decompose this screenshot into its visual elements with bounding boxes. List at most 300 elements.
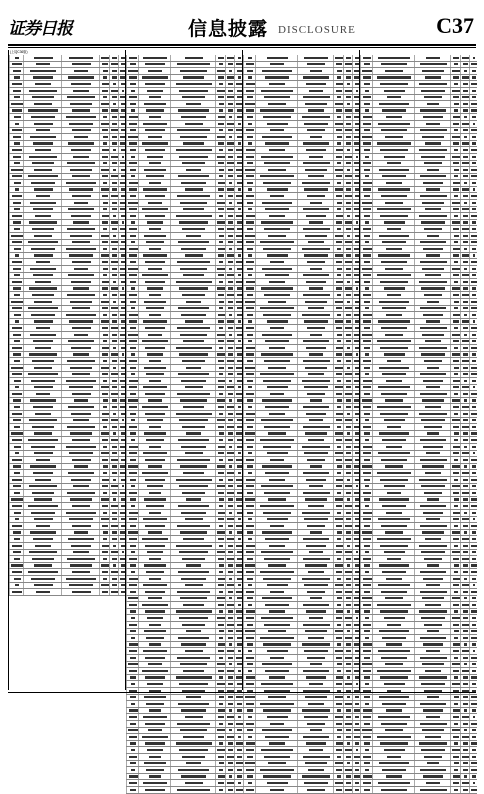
table-cell xyxy=(9,358,24,364)
text-line xyxy=(472,162,476,164)
text-line xyxy=(66,116,96,118)
table-cell xyxy=(255,312,298,318)
text-line xyxy=(356,749,359,751)
table-cell xyxy=(297,543,334,549)
table-cell xyxy=(414,339,451,345)
table-cell xyxy=(414,88,451,94)
text-line xyxy=(180,729,207,731)
table-cell xyxy=(170,721,216,727)
table-row xyxy=(360,517,477,524)
text-line xyxy=(304,518,327,520)
text-line xyxy=(177,459,211,461)
table-row xyxy=(126,385,243,392)
text-line xyxy=(238,604,242,606)
text-line xyxy=(181,709,206,711)
table-cell xyxy=(255,114,298,120)
text-line xyxy=(462,452,468,454)
table-cell xyxy=(170,655,216,661)
table-cell xyxy=(170,648,216,654)
table-cell xyxy=(23,266,62,272)
text-line xyxy=(102,485,108,487)
text-line xyxy=(265,604,288,606)
text-line xyxy=(111,221,117,223)
text-line xyxy=(379,498,408,500)
table-cell xyxy=(61,306,100,312)
text-line xyxy=(101,301,109,303)
text-line xyxy=(346,208,351,210)
table-cell xyxy=(414,404,451,410)
table-cell xyxy=(297,378,334,384)
text-line xyxy=(129,578,138,580)
text-line xyxy=(178,109,210,111)
text-line xyxy=(452,90,460,92)
table-cell xyxy=(297,246,334,252)
text-line xyxy=(337,334,342,336)
table-cell xyxy=(138,734,171,740)
text-line xyxy=(453,512,460,514)
text-line xyxy=(260,241,294,243)
text-line xyxy=(68,274,95,276)
table-cell xyxy=(372,352,415,358)
table-cell xyxy=(297,306,334,312)
table-row xyxy=(126,728,243,735)
text-line xyxy=(131,683,135,685)
text-line xyxy=(145,63,164,65)
table-cell xyxy=(9,266,24,272)
table-cell xyxy=(297,55,334,61)
table-row xyxy=(360,345,477,352)
table-row xyxy=(126,681,243,688)
text-line xyxy=(337,446,342,448)
table-cell xyxy=(469,62,478,68)
text-line xyxy=(464,465,468,467)
text-line xyxy=(176,149,212,151)
text-line xyxy=(262,465,291,467)
text-line xyxy=(181,116,206,118)
text-line xyxy=(346,228,351,230)
text-line xyxy=(129,386,136,388)
text-line xyxy=(347,432,351,434)
text-line xyxy=(112,558,117,560)
text-line xyxy=(130,413,136,415)
table-row xyxy=(9,437,126,444)
text-line xyxy=(261,287,293,289)
text-line xyxy=(35,545,50,547)
table-cell xyxy=(23,108,62,114)
text-line xyxy=(422,202,444,204)
text-line xyxy=(267,320,288,322)
text-line xyxy=(129,446,138,448)
text-line xyxy=(248,208,253,210)
table-cell xyxy=(138,372,171,378)
table-cell xyxy=(469,154,478,160)
table-row xyxy=(9,81,126,88)
table-cell xyxy=(138,68,171,74)
text-line xyxy=(103,446,108,448)
text-line xyxy=(306,742,326,744)
table-cell xyxy=(255,583,298,589)
text-line xyxy=(130,696,137,698)
text-line xyxy=(129,340,137,342)
table-row xyxy=(126,563,243,570)
table-cell xyxy=(469,365,478,371)
text-line xyxy=(111,261,118,263)
text-line xyxy=(454,103,459,105)
text-line xyxy=(463,287,467,289)
table-cell xyxy=(9,253,24,259)
text-line xyxy=(112,314,117,316)
text-line xyxy=(143,650,167,652)
text-line xyxy=(307,327,325,329)
text-line xyxy=(11,103,22,105)
table-cell xyxy=(170,464,216,470)
text-line xyxy=(363,320,370,322)
text-line xyxy=(336,353,342,355)
table-cell xyxy=(23,81,62,87)
text-line xyxy=(386,512,403,514)
table-cell xyxy=(255,101,298,107)
text-line xyxy=(130,235,137,237)
table-cell xyxy=(255,378,298,384)
text-line xyxy=(219,479,224,481)
text-line xyxy=(70,367,93,369)
text-line xyxy=(426,518,440,520)
table-cell xyxy=(255,200,298,206)
table-cell xyxy=(61,128,100,134)
text-line xyxy=(377,274,411,276)
text-line xyxy=(302,446,331,448)
table-cell xyxy=(255,754,298,760)
text-line xyxy=(463,432,469,434)
table-row xyxy=(243,95,360,102)
text-line xyxy=(143,320,167,322)
text-line xyxy=(101,386,109,388)
text-line xyxy=(178,703,210,705)
table-cell xyxy=(61,226,100,232)
table-cell xyxy=(469,114,478,120)
text-line xyxy=(228,347,233,349)
text-line xyxy=(218,512,225,514)
table-cell xyxy=(61,444,100,450)
text-line xyxy=(261,485,293,487)
text-line xyxy=(74,70,87,72)
table-cell xyxy=(138,728,171,734)
text-line xyxy=(304,716,327,718)
text-line xyxy=(269,281,286,283)
text-line xyxy=(102,109,108,111)
text-line xyxy=(462,123,468,125)
text-line xyxy=(228,630,234,632)
table-cell xyxy=(414,345,451,351)
text-line xyxy=(337,597,342,599)
text-line xyxy=(103,294,107,296)
text-line xyxy=(247,663,254,665)
table-row xyxy=(360,536,477,543)
text-line xyxy=(336,505,342,507)
text-line xyxy=(28,175,58,177)
text-line xyxy=(346,294,351,296)
text-line xyxy=(149,116,162,118)
text-line xyxy=(304,782,327,784)
text-line xyxy=(144,169,166,171)
table-cell xyxy=(9,147,24,153)
text-line xyxy=(149,446,162,448)
text-line xyxy=(305,169,327,171)
table-cell xyxy=(255,464,298,470)
text-line xyxy=(420,109,445,111)
text-line xyxy=(182,426,205,428)
text-line xyxy=(31,380,56,382)
table-row xyxy=(360,556,477,563)
text-line xyxy=(102,90,108,92)
table-cell xyxy=(414,55,451,61)
text-line xyxy=(227,340,234,342)
text-line xyxy=(347,235,351,237)
table-cell xyxy=(170,220,216,226)
text-line xyxy=(15,320,20,322)
text-line xyxy=(337,729,342,731)
text-line xyxy=(113,545,116,547)
text-line xyxy=(453,188,459,190)
text-line xyxy=(246,195,254,197)
text-line xyxy=(34,432,51,434)
table-cell xyxy=(9,88,24,94)
table-cell xyxy=(61,187,100,193)
table-cell xyxy=(23,167,62,173)
text-line xyxy=(228,215,233,217)
table-cell xyxy=(138,787,171,793)
text-line xyxy=(12,63,22,65)
text-line xyxy=(238,782,241,784)
text-line xyxy=(12,175,21,177)
text-line xyxy=(336,657,343,659)
table-cell xyxy=(255,484,298,490)
table-cell xyxy=(255,576,298,582)
text-line xyxy=(74,202,87,204)
text-line xyxy=(217,268,225,270)
table-row xyxy=(126,536,243,543)
table-cell xyxy=(297,193,334,199)
table-cell xyxy=(255,451,298,457)
text-line xyxy=(302,643,331,645)
table-cell xyxy=(255,154,298,160)
text-line xyxy=(335,650,343,652)
table-row xyxy=(126,708,243,715)
table-cell xyxy=(372,114,415,120)
table-cell xyxy=(372,167,415,173)
text-line xyxy=(346,597,352,599)
table-cell xyxy=(372,424,415,430)
table-cell xyxy=(414,319,451,325)
text-line xyxy=(453,123,459,125)
text-line xyxy=(247,729,254,731)
text-line xyxy=(129,162,137,164)
table-row xyxy=(126,391,243,398)
text-line xyxy=(306,281,326,283)
table-cell xyxy=(469,200,478,206)
text-line xyxy=(363,188,370,190)
text-line xyxy=(217,70,225,72)
text-line xyxy=(148,531,162,533)
text-line xyxy=(346,334,352,336)
table-row xyxy=(360,352,477,359)
table-cell xyxy=(297,787,334,793)
table-cell xyxy=(61,424,100,430)
text-line xyxy=(387,228,402,230)
text-line xyxy=(183,208,203,210)
text-line xyxy=(472,116,476,118)
table-row xyxy=(360,530,477,537)
text-line xyxy=(463,353,467,355)
table-cell xyxy=(61,273,100,279)
table-cell xyxy=(138,141,171,147)
table-cell xyxy=(9,81,24,87)
text-line xyxy=(185,716,203,718)
text-line xyxy=(147,156,163,158)
table-cell xyxy=(414,503,451,509)
text-line xyxy=(144,696,166,698)
table-cell xyxy=(23,259,62,265)
text-line xyxy=(453,452,459,454)
table-cell xyxy=(170,233,216,239)
text-line xyxy=(364,367,371,369)
disclosure-column-2 xyxy=(125,50,243,690)
table-row xyxy=(126,477,243,484)
text-line xyxy=(12,571,21,573)
text-line xyxy=(112,274,117,276)
text-line xyxy=(337,736,341,738)
text-line xyxy=(305,762,327,764)
text-line xyxy=(68,538,95,540)
text-line xyxy=(247,558,252,560)
text-line xyxy=(113,281,116,283)
text-line xyxy=(364,525,369,527)
table-cell xyxy=(9,339,24,345)
text-line xyxy=(472,90,477,92)
table-cell xyxy=(138,352,171,358)
text-line xyxy=(219,703,223,705)
text-line xyxy=(463,367,469,369)
text-line xyxy=(228,696,234,698)
text-line xyxy=(217,334,225,336)
text-line xyxy=(73,287,88,289)
text-line xyxy=(355,762,359,764)
text-line xyxy=(246,742,255,744)
table-cell xyxy=(297,259,334,265)
table-cell xyxy=(138,378,171,384)
table-row xyxy=(9,517,126,524)
table-cell xyxy=(138,128,171,134)
text-line xyxy=(70,169,93,171)
table-cell xyxy=(414,286,451,292)
text-line xyxy=(13,136,21,138)
text-line xyxy=(149,643,162,645)
text-line xyxy=(111,525,118,527)
text-line xyxy=(228,683,232,685)
table-cell xyxy=(372,121,415,127)
text-line xyxy=(345,109,352,111)
table-cell xyxy=(297,431,334,437)
text-line xyxy=(304,254,327,256)
text-line xyxy=(68,472,95,474)
text-line xyxy=(377,538,411,540)
text-line xyxy=(378,123,410,125)
text-line xyxy=(30,399,57,401)
text-line xyxy=(12,373,21,375)
text-line xyxy=(219,307,223,309)
table-cell xyxy=(372,563,415,569)
text-line xyxy=(227,188,233,190)
table-cell xyxy=(255,88,298,94)
text-line xyxy=(305,432,327,434)
table-row xyxy=(126,75,243,82)
table-cell xyxy=(469,536,478,542)
table-cell xyxy=(255,662,298,668)
text-line xyxy=(102,281,109,283)
text-line xyxy=(228,564,234,566)
text-line xyxy=(385,268,404,270)
table-row xyxy=(243,510,360,517)
text-line xyxy=(113,149,116,151)
text-line xyxy=(14,472,20,474)
text-line xyxy=(228,749,232,751)
text-line xyxy=(101,320,109,322)
text-line xyxy=(267,188,288,190)
table-cell xyxy=(372,404,415,410)
text-line xyxy=(472,340,475,342)
table-cell xyxy=(255,635,298,641)
text-line xyxy=(337,202,342,204)
text-line xyxy=(238,538,242,540)
text-line xyxy=(219,195,223,197)
text-line xyxy=(238,340,242,342)
text-line xyxy=(347,676,350,678)
text-line xyxy=(185,254,203,256)
table-cell xyxy=(9,391,24,397)
text-line xyxy=(304,188,327,190)
table-cell xyxy=(414,352,451,358)
table-cell xyxy=(138,220,171,226)
text-line xyxy=(452,70,460,72)
text-line xyxy=(247,182,253,184)
text-line xyxy=(362,70,372,72)
text-line xyxy=(346,360,351,362)
table-cell xyxy=(170,398,216,404)
text-line xyxy=(426,254,440,256)
text-line xyxy=(463,479,468,481)
text-line xyxy=(102,505,108,507)
text-line xyxy=(302,116,331,118)
table-cell xyxy=(297,233,334,239)
table-row xyxy=(360,134,477,141)
text-line xyxy=(130,301,137,303)
text-line xyxy=(145,479,166,481)
text-line xyxy=(31,182,56,184)
text-line xyxy=(228,789,233,791)
text-line xyxy=(147,617,163,619)
text-line xyxy=(420,195,447,197)
table-cell xyxy=(255,352,298,358)
text-line xyxy=(265,472,288,474)
text-line xyxy=(356,353,359,355)
masthead xyxy=(8,8,476,48)
table-cell xyxy=(23,391,62,397)
table-row xyxy=(360,464,477,471)
text-line xyxy=(337,182,342,184)
text-line xyxy=(227,670,234,672)
text-line xyxy=(34,123,53,125)
table-cell xyxy=(372,510,415,516)
